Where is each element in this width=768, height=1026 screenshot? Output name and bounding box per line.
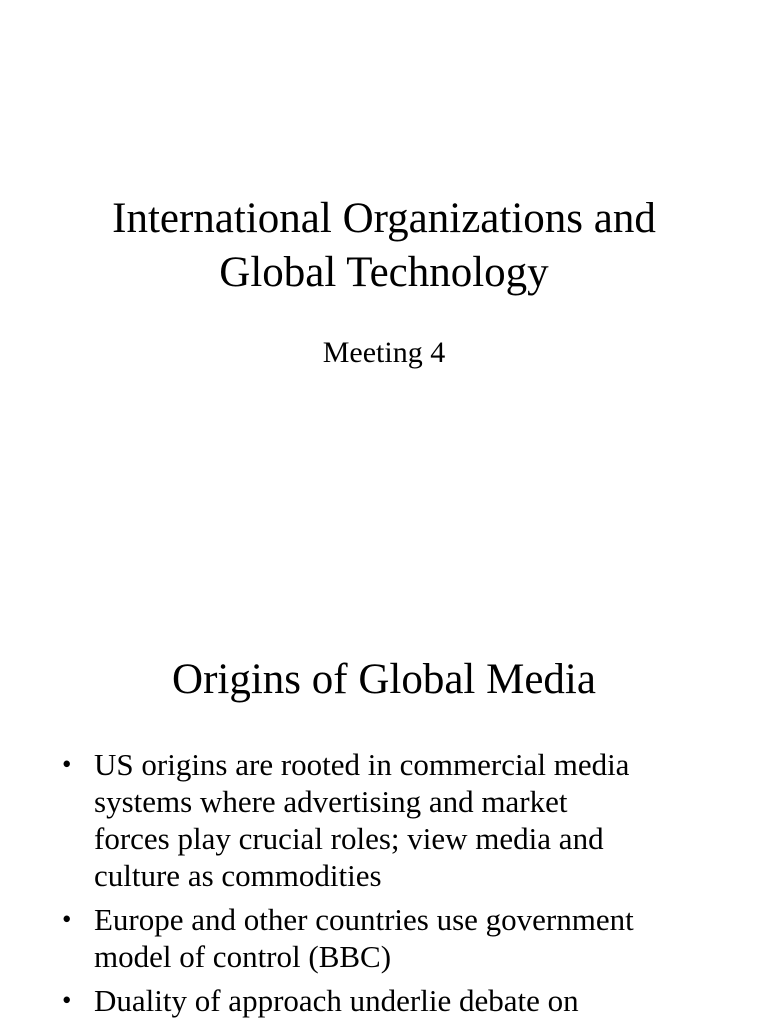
presentation-title [0,192,768,300]
bullet-line: systems where advertising and market [94,784,568,819]
bullet-list [62,746,742,1026]
bullet-line: culture as commodities [94,858,382,893]
bullet-line: US origins are rooted in commercial media [94,747,630,782]
bullet-icon: • [62,985,72,1015]
slide-title: Origins of Global Media [172,656,596,703]
bullet-line: Europe and other countries use government [94,902,634,937]
bullet-line: Duality of approach underlie debate on [94,983,579,1018]
bullet-item [62,746,742,894]
bullet-item [62,982,742,1019]
bullet-line: forces play crucial roles; view media and [94,821,604,856]
bullet-icon: • [62,904,72,934]
presentation-subtitle: Meeting 4 [322,336,446,369]
bullet-item [62,901,742,975]
bullet-icon: • [62,749,72,779]
title-line-1: International Organizations and [112,195,656,242]
title-line-2: Global Technology [219,249,549,296]
bullet-line: model of control (BBC) [94,939,392,974]
content-slide [0,600,768,1024]
